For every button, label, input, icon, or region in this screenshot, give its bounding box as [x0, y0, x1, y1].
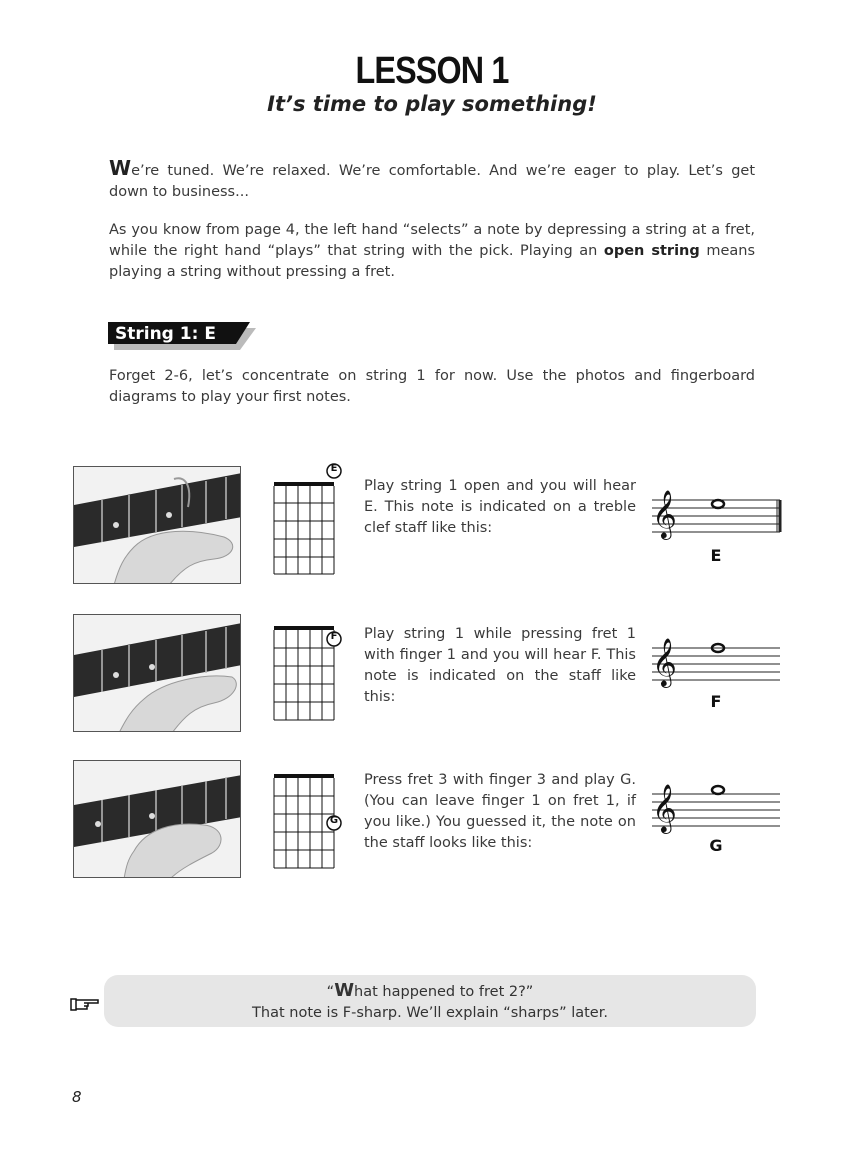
intro-paragraph-1	[109, 158, 755, 203]
intro-paragraph-2-part-b: means playing a string without pressing a fret.	[109, 243, 755, 280]
section-heading-label: String 1: E	[115, 324, 216, 344]
note-row-e	[0, 460, 864, 590]
tip-answer: That note is F-sharp. We’ll explain “sharps” later.	[252, 1005, 608, 1021]
drop-cap: W	[109, 156, 132, 180]
guitar-neck-illustration	[74, 467, 241, 584]
staff-note-label-g: G	[709, 836, 723, 855]
intro-paragraph-2	[109, 220, 755, 283]
staff-e	[650, 486, 790, 566]
section-heading	[108, 322, 258, 350]
fretboard-photo-g	[73, 760, 241, 878]
chord-grid	[266, 754, 346, 874]
fingerboard-diagram-e	[266, 460, 346, 580]
staff-note-label-f: F	[710, 692, 722, 711]
fretboard-photo-e	[73, 466, 241, 584]
treble-clef-icon: 𝄞	[652, 783, 677, 832]
tip-drop-letter: W	[334, 980, 355, 1001]
note-description-f: Play string 1 while pressing fret 1 with finger 1 and you will hear F. This note is indicated on the staff like this:	[364, 626, 636, 705]
intro-paragraph-1-text: e’re tuned. We’re relaxed. We’re comfortable. And we’re eager to play. Let’s get down to business...	[109, 163, 755, 200]
tip-question-text: hat happened to fret 2?”	[354, 984, 534, 1000]
treble-clef-icon: 𝄞	[652, 637, 677, 686]
staff-note-label-e: E	[710, 546, 722, 565]
page-number: 8	[72, 1088, 82, 1106]
chord-grid	[266, 608, 346, 728]
tip-open-quote: “	[326, 984, 335, 1000]
fingerboard-diagram-g	[266, 754, 346, 874]
intro-paragraph-2-part-a: As you know from page 4, the left hand “selects” a note by depressing a string at a fret, while the right hand “plays” that string with the pick. Playing an	[109, 222, 755, 259]
guitar-neck-illustration	[74, 761, 241, 878]
diagram-marker-f: F	[330, 631, 338, 642]
guitar-neck-illustration	[74, 615, 241, 732]
staff-f	[650, 634, 790, 714]
fingerboard-diagram-f	[266, 608, 346, 728]
fretboard-photo-f	[73, 614, 241, 732]
open-string-term: open string	[603, 243, 700, 259]
note-description-e: Play string 1 open and you will hear E. This note is indicated on a treble clef staff like this:	[364, 478, 636, 536]
note-row-g	[0, 754, 864, 884]
lesson-title: LESSON 1	[355, 50, 509, 92]
tip-box	[104, 975, 756, 1027]
tip-question	[104, 980, 756, 1003]
note-row-f	[0, 608, 864, 738]
pointing-hand-icon	[70, 995, 100, 1013]
section-paragraph: Forget 2-6, let’s concentrate on string 1 for now. Use the photos and fingerboard diagrams to play your first notes.	[109, 368, 755, 405]
lesson-subtitle: It’s time to play something!	[267, 92, 597, 116]
treble-clef-icon: 𝄞	[652, 489, 677, 538]
diagram-marker-e: E	[330, 463, 338, 474]
chord-grid	[266, 460, 346, 580]
staff-g	[650, 780, 790, 860]
diagram-marker-g: G	[329, 815, 339, 826]
note-description-g: Press fret 3 with finger 3 and play G. (You can leave finger 1 on fret 1, if you like.) You guessed it, the note on the staff looks like this:	[364, 772, 636, 851]
